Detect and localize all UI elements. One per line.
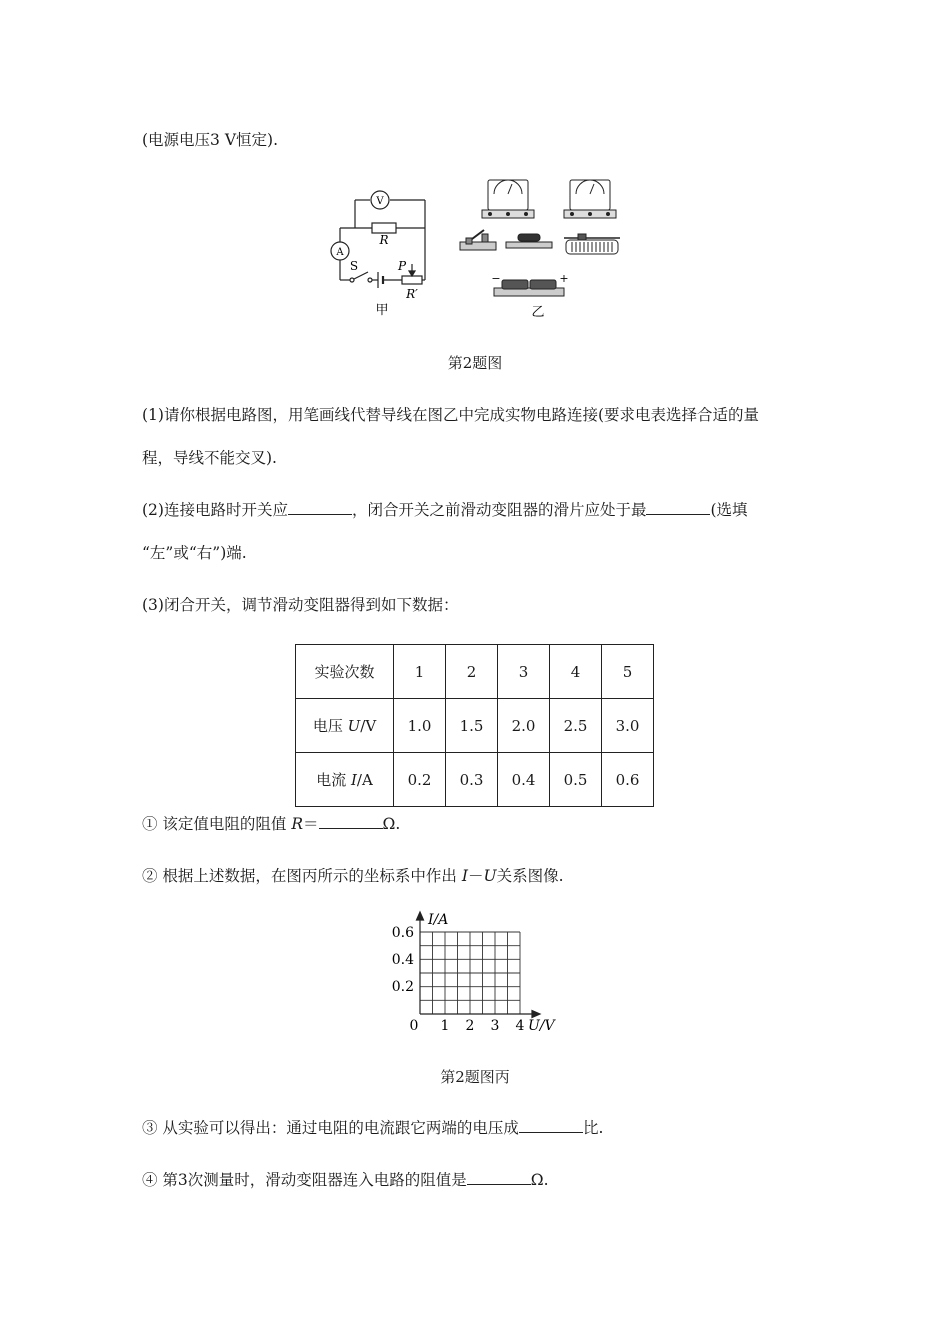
table-cell: 0.2 <box>394 753 446 807</box>
table-cell: 1 <box>394 645 446 699</box>
tick-label: 3 <box>490 1018 500 1034</box>
label-s: S <box>349 259 359 273</box>
graph-caption: 第2题图丙 <box>440 1068 510 1086</box>
graph-grid <box>420 932 520 1014</box>
graph-x-label: U/V <box>528 1018 555 1034</box>
battery-icon <box>494 280 564 296</box>
intro-text: (电源电压3 V恒定). <box>142 131 279 149</box>
q2-part3: (选填 <box>710 501 748 519</box>
meter-1-icon <box>482 180 534 218</box>
tick-label: 0.2 <box>391 979 414 995</box>
q2-blank-2[interactable] <box>646 500 710 515</box>
graph-y-label: I/A <box>428 912 449 928</box>
table-cell: 4 <box>550 645 602 699</box>
table-cell: 0.5 <box>550 753 602 807</box>
sub3-blank[interactable] <box>519 1118 583 1133</box>
q2-blank-1[interactable] <box>288 500 352 515</box>
table-cell: 2 <box>446 645 498 699</box>
q2-line1 <box>142 500 748 520</box>
table-header-current: 电流 I/A <box>296 753 394 807</box>
q2-part1: (2)连接电路时开关应 <box>142 501 288 519</box>
q2-line2: “左”或“右”)端. <box>142 544 247 562</box>
table-header-trial: 实验次数 <box>296 645 394 699</box>
table-cell: 2.0 <box>498 699 550 753</box>
sub3-line: ③ 从实验可以得出：通过电阻的电流跟它两端的电压成 比. <box>142 1119 604 1137</box>
sub1-blank[interactable] <box>319 814 383 829</box>
tick-label: 1 <box>440 1018 450 1034</box>
table-cell: 1.0 <box>394 699 446 753</box>
sub2-line: ② 根据上述数据，在图丙所示的坐标系中作出 I－U关系图像. <box>142 867 564 885</box>
label-a: A <box>336 247 344 258</box>
graph-iu[interactable] <box>370 906 570 1036</box>
tick-label: 4 <box>515 1018 525 1034</box>
table-cell: 1.5 <box>446 699 498 753</box>
table-row <box>296 645 654 699</box>
caption-yi: 乙 <box>531 305 545 320</box>
figure-1-caption: 第2题图 <box>447 354 503 372</box>
switch-symbol <box>350 278 354 282</box>
data-table <box>295 644 654 807</box>
tick-label: 2 <box>465 1018 475 1034</box>
sub4-line: ④ 第3次测量时，滑动变阻器连入电路的阻值是 Ω. <box>142 1171 549 1189</box>
table-row <box>296 699 654 753</box>
table-cell: 3.0 <box>602 699 654 753</box>
caption-jia: 甲 <box>375 303 389 318</box>
q1-line1: (1)请你根据电路图，用笔画线代替导线在图乙中完成实物电路连接(要求电表选择合适的量 <box>142 406 760 424</box>
q1-line2: 程，导线不能交叉). <box>142 449 277 467</box>
table-header-voltage: 电压 U/V <box>296 699 394 753</box>
circuit-figure <box>320 170 620 320</box>
table-cell: 0.6 <box>602 753 654 807</box>
rheostat-icon <box>564 234 620 254</box>
label-r-prime: R′ <box>406 287 418 301</box>
switch-icon <box>460 230 496 250</box>
battery-minus: − <box>491 272 501 285</box>
table-row <box>296 753 654 807</box>
meter-2-icon <box>564 180 616 218</box>
table-cell: 2.5 <box>550 699 602 753</box>
label-r: R <box>379 233 389 247</box>
table-cell: 0.3 <box>446 753 498 807</box>
battery-plus: + <box>559 272 569 285</box>
label-p: P <box>397 259 407 273</box>
tick-label: 0 <box>409 1018 419 1034</box>
tick-label: 0.4 <box>391 952 414 968</box>
sub1-line: ① 该定值电阻的阻值 R＝ Ω. <box>142 815 401 833</box>
sub4-blank[interactable] <box>467 1170 531 1185</box>
apparatus-drawing <box>460 180 620 296</box>
resistor-icon <box>506 234 552 248</box>
q3-line: (3)闭合开关，调节滑动变阻器得到如下数据： <box>142 596 459 614</box>
rheostat-symbol <box>402 276 422 284</box>
q2-part2: ，闭合开关之前滑动变阻器的滑片应处于最 <box>351 501 647 519</box>
label-v: V <box>376 196 384 207</box>
tick-label: 0.6 <box>391 925 414 941</box>
table-cell: 3 <box>498 645 550 699</box>
resistor-symbol <box>372 223 396 233</box>
table-cell: 0.4 <box>498 753 550 807</box>
table-cell: 5 <box>602 645 654 699</box>
